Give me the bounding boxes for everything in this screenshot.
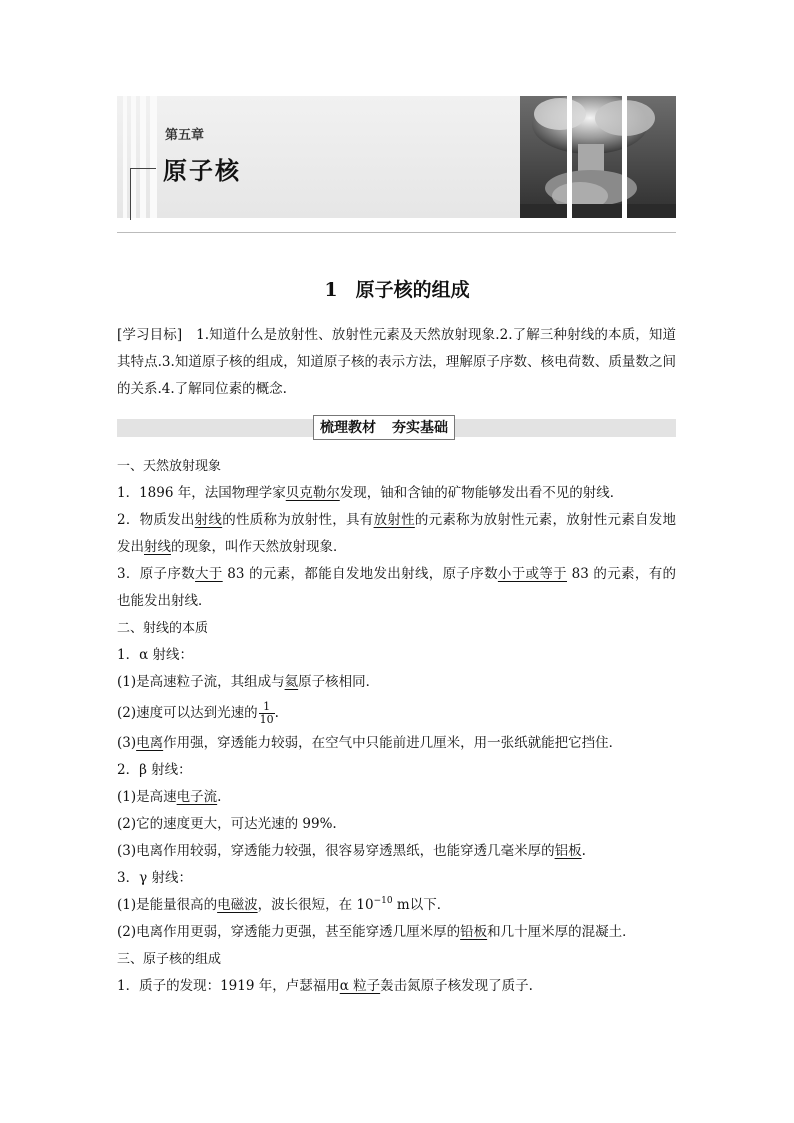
fill-blank: α 粒子 [339,978,381,994]
fill-blank: 射线 [144,539,171,555]
learning-objectives [117,322,676,403]
bar-label-right: 夯实基础 [392,420,448,436]
paragraph: (1)是能量很高的电磁波，波长很短，在 $10^{-10}$ m以下． [117,896,451,913]
paragraph: 1．1896 年，法国物理学家贝克勒尔发现，铀和含铀的矿物能够发出看不见的射线． [117,485,624,501]
paragraph: (1)是高速粒子流，其组成与氦原子核相同． [117,674,380,690]
heading-nucleus-composition: 三、原子核的组成 [117,952,222,967]
fill-blank: 电离 [136,735,164,751]
objectives-tag: [学习目标] [117,327,183,343]
gamma-title: 3．γ 射线： [117,870,192,886]
fill-blank: 大于 [195,566,223,582]
fill-blank: 放射性 [373,512,415,528]
fill-blank: 小于或等于 [497,566,567,582]
fill-blank: 射线 [194,512,223,528]
paragraph: 1．质子的发现：1919 年，卢瑟福用α 粒子轰击氮原子核发现了质子. [117,978,533,994]
fraction: $\frac{1}{10}$ [259,700,274,726]
paragraph: (3)电离作用强，穿透能力较弱，在空气中只能前进几厘米，用一张纸就能把它挡住． [117,735,623,751]
paragraph: 3．原子序数大于 83 的元素，都能自发地发出射线，原子序数小于或等于 83 的元素，有的也能发出射线． [117,566,677,609]
nuclear-explosion-photo [520,96,676,218]
bar-label-left: 梳理教材 [320,420,376,436]
banner-line-horizontal [130,168,156,169]
banner-rule [117,232,676,233]
paragraph: 2．物质发出射线的性质称为放射性，具有放射性的元素称为放射性元素，放射性元素自发地发出射线的现象，叫作天然放射现象． [117,512,677,555]
section-bar-label [313,415,455,440]
banner-stripes [117,96,159,218]
paragraph: (3)电离作用较弱，穿透能力较强，很容易穿透黑纸，也能穿透几毫米厚的铝板. [117,843,586,859]
fill-blank: 铅板 [460,924,488,940]
fill-blank: 氦 [284,674,299,690]
fill-blank: 贝克勒尔 [285,485,340,501]
heading-natural-radioactivity: 一、天然放射现象 [117,459,222,474]
fill-blank: 铝板 [554,843,582,859]
section-number: 1 [324,279,338,301]
chapter-title: 原子核 [163,157,241,185]
banner-line-vertical [130,168,131,220]
main-content [117,453,676,1000]
paragraph: (2)它的速度更大，可达光速的 99%. [117,816,337,832]
section-title-text: 原子核的组成 [355,279,470,301]
beta-title: 2．β 射线： [117,762,192,778]
fill-blank: 电子流 [176,789,218,805]
objectives-text: 1.知道什么是放射性、放射性元素及天然放射现象.2.了解三种射线的本质，知道其特点.3.知道原子核的组成，知道原子核的表示方法，理解原子序数、核电荷数、质量数之间的关系.4.了解同位素的概念. [117,327,676,397]
paragraph: (2)速度可以达到光速的 $\frac{1}{10}$ . [117,700,279,726]
alpha-title: 1．α 射线： [117,647,193,663]
fill-blank: 电磁波 [217,897,258,913]
heading-ray-nature: 二、射线的本质 [117,621,209,636]
section-title [0,275,794,302]
paragraph: (2)电离作用更弱，穿透能力更强，甚至能穿透几厘米厚的铅板和几十厘米厚的混凝土． [117,924,636,940]
exponent: −10 [373,896,393,906]
chapter-label: 第五章 [165,128,205,143]
paragraph: (1)是高速电子流. [117,789,222,805]
